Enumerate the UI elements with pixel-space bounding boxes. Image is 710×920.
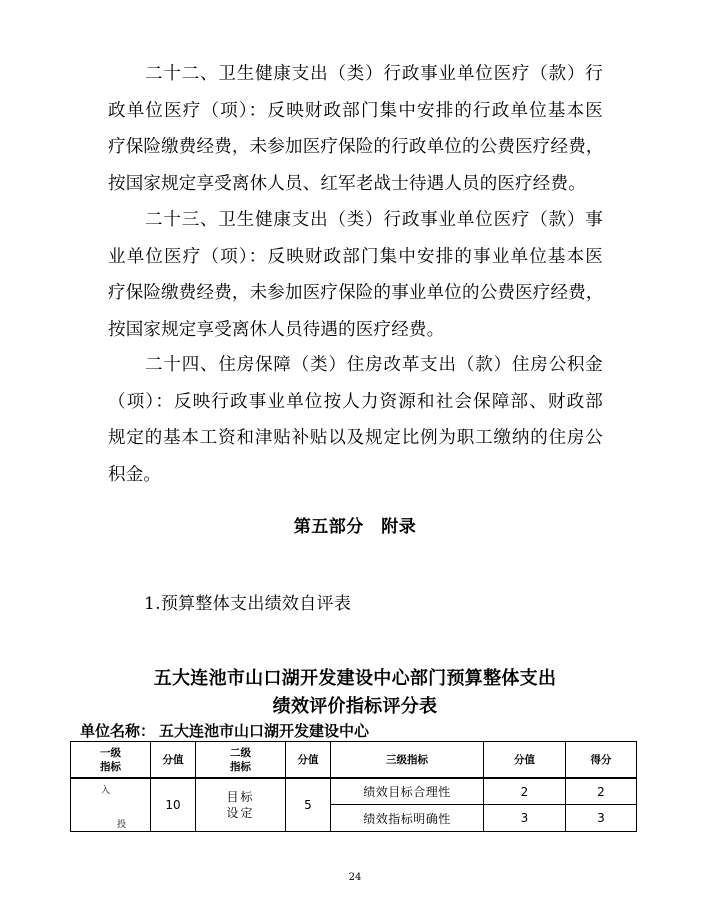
- header-level2-line2: 指标: [230, 760, 251, 773]
- header-level1-line2: 指标: [100, 760, 121, 773]
- paragraph-line: 政单位医疗（项）：反映财政部门集中安排的行政单位基本医: [108, 100, 603, 121]
- section-title: 第五部分 附录: [293, 517, 417, 537]
- paragraph-line: （项）：反映行政事业单位按人力资源和社会保障部、财政部: [108, 391, 603, 412]
- header-level2: [196, 742, 286, 779]
- paragraph-line: 二十三、卫生健康支出（类）行政事业单位医疗（款）事: [145, 210, 603, 230]
- table-title-line-1: 五大连池市山口湖开发建设中心部门预算整体支出: [153, 668, 557, 689]
- level1-cell: [71, 778, 151, 832]
- level1-score: 10: [151, 778, 196, 832]
- paragraph-line: 疗保险缴费经费，未参加医疗保险的行政单位的公费医疗经费，: [108, 137, 604, 157]
- level2-line2: 设定: [226, 806, 255, 820]
- evaluation-score-table: [70, 741, 637, 832]
- level1-bottom-text: 投: [117, 820, 127, 830]
- unit-name-label: 单位名称：: [80, 722, 156, 740]
- header-level1: [71, 742, 151, 779]
- level3-score: 3: [484, 805, 566, 832]
- paragraph-22: [0, 56, 710, 194]
- header-level1-line1: 一级: [100, 746, 121, 759]
- level3-result: 2: [566, 778, 637, 805]
- level3-item: 绩效指标明确性: [331, 805, 484, 832]
- paragraph-line: 疗保险缴费经费，未参加医疗保险的事业单位的公费医疗经费，: [108, 283, 604, 303]
- header-score3: 分值: [484, 742, 566, 779]
- level2-score: 5: [286, 778, 331, 832]
- paragraph-line: 二十二、卫生健康支出（类）行政事业单位医疗（款）行: [145, 64, 603, 84]
- unit-name: [80, 720, 369, 741]
- level2-cell: [196, 778, 286, 832]
- paragraph-line: 二十四、住房保障（类）住房改革支出（款）住房公积金: [145, 355, 603, 375]
- level1-top-text: 入: [101, 786, 111, 796]
- table-title-line-2: 绩效评价指标评分表: [272, 696, 438, 717]
- header-result: 得分: [566, 742, 637, 779]
- level3-result: 3: [566, 805, 637, 832]
- table-row: [71, 778, 637, 805]
- level2-line1: 目标: [226, 790, 255, 804]
- unit-name-value: 五大连池市山口湖开发建设中心: [159, 722, 370, 740]
- level3-item: 绩效目标合理性: [331, 778, 484, 805]
- paragraph-23: [0, 202, 710, 340]
- paragraph-line: 规定的基本工资和津贴补贴以及规定比例为职工缴纳的住房公: [108, 428, 603, 448]
- paragraph-line: 积金。: [108, 464, 162, 485]
- header-level3: 三级指标: [331, 742, 484, 779]
- paragraph-line: 业单位医疗（项）：反映财政部门集中安排的事业单位基本医: [108, 246, 603, 267]
- paragraph-line: 按国家规定享受离休人员、红军老战士待遇人员的医疗经费。: [108, 173, 586, 194]
- paragraph-24: [0, 347, 710, 485]
- header-score2: 分值: [286, 742, 331, 779]
- page-number: 24: [348, 872, 362, 883]
- header-score1: 分值: [151, 742, 196, 779]
- paragraph-line: 按国家规定享受离休人员待遇的医疗经费。: [108, 319, 445, 340]
- subsection-heading: 1.预算整体支出绩效自评表: [144, 594, 352, 614]
- header-level2-line1: 二级: [230, 746, 251, 759]
- level3-score: 2: [484, 778, 566, 805]
- table-header-row: [71, 742, 637, 779]
